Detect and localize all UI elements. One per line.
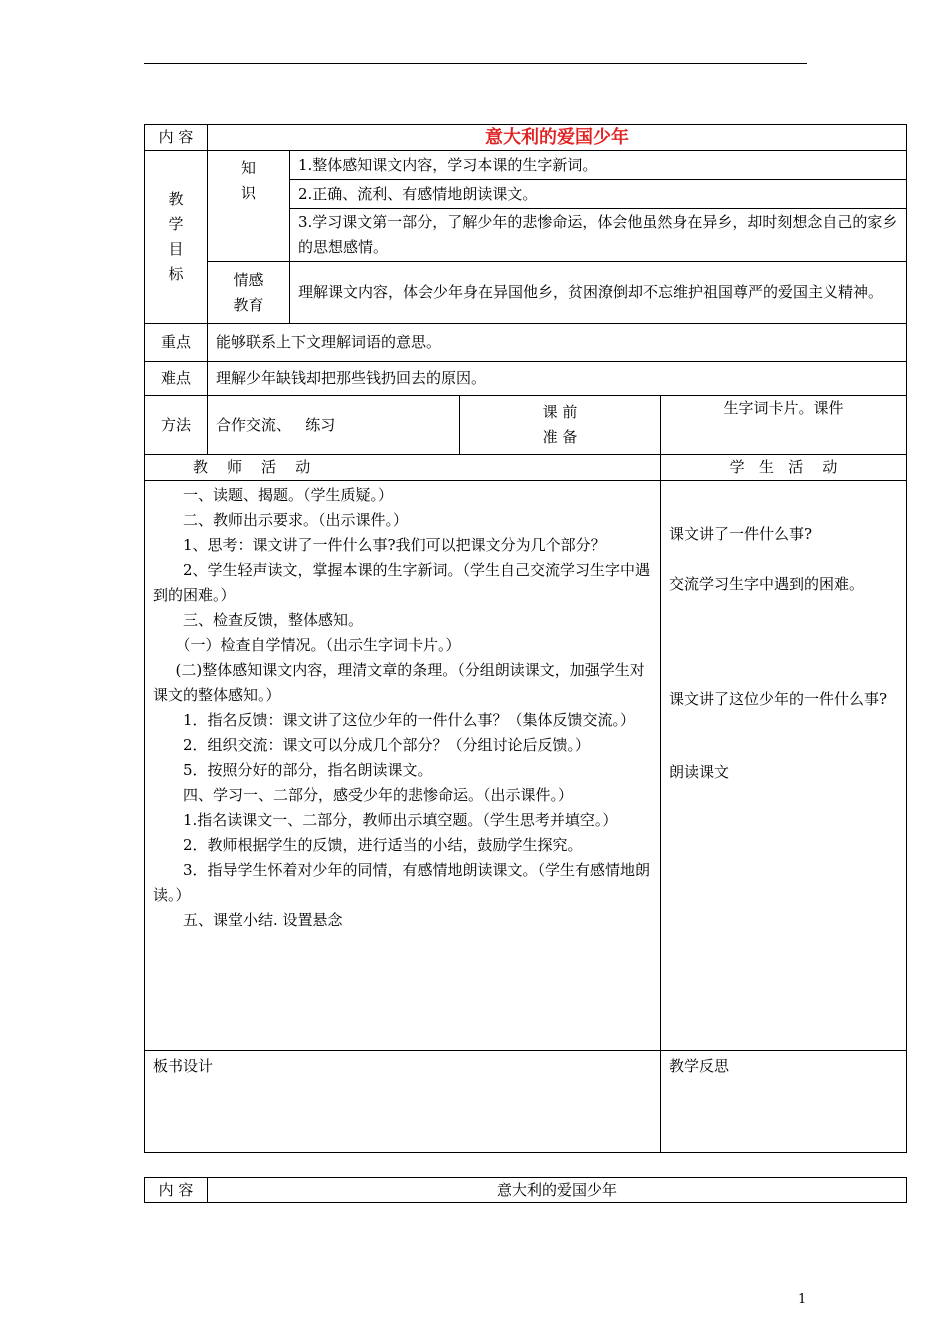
- teacher-line: （一）检查自学情况。（出示生字词卡片。）: [175, 636, 461, 654]
- student-header-text: 学 生 活 动: [729, 458, 838, 476]
- key-point-text: 能够联系上下文理解词语的意思。: [208, 324, 907, 362]
- student-line: 课文讲了一件什么事?: [669, 525, 813, 543]
- emotion-label: [208, 262, 290, 324]
- board-design: 板书设计: [145, 1051, 661, 1153]
- method-text: 合作交流、 练习: [208, 396, 460, 455]
- emotion-label-line: 情感: [233, 270, 264, 289]
- repeat-content-label: 内 容: [145, 1178, 208, 1203]
- student-activities: [661, 481, 907, 1051]
- lesson-plan-table: [144, 124, 907, 1153]
- knowledge-label-char: 知: [240, 159, 256, 177]
- knowledge-item: 3.学习课文第一部分，了解少年的悲惨命运，体会他虽然身在异乡，却时刻想念自己的家乡的思想感情。: [290, 209, 907, 262]
- teacher-line: 一、读题、揭题。（学生质疑。）: [183, 486, 394, 504]
- student-line: 朗读课文: [669, 763, 730, 781]
- knowledge-label-char: 识: [240, 184, 256, 202]
- teacher-line: 2．组织交流：课文可以分成几个部分？（分组讨论后反馈。）: [183, 736, 591, 754]
- teacher-line: 2．教师根据学生的反馈，进行适当的小结，鼓励学生探究。: [183, 836, 583, 854]
- teacher-line: 5．按照分好的部分，指名朗读课文。: [183, 761, 433, 779]
- repeat-title: 意大利的爱国少年: [208, 1178, 907, 1203]
- student-line: 交流学习生字中遇到的困难。: [669, 575, 865, 593]
- teacher-line: 三、检查反馈，整体感知。: [183, 611, 364, 629]
- key-point-label: 重点: [145, 324, 208, 362]
- knowledge-item: 1.整体感知课文内容，学习本课的生字新词。: [290, 151, 907, 180]
- difficulty-text: 理解少年缺钱却把那些钱扔回去的原因。: [208, 362, 907, 396]
- objectives-label-char: 标: [168, 265, 184, 283]
- header-rule: [144, 63, 807, 64]
- objectives-label-char: 教: [168, 190, 184, 208]
- teacher-header-text: 教 师 活 动: [193, 458, 311, 476]
- method-label: 方法: [145, 396, 208, 455]
- knowledge-item: 2.正确、流利、有感情地朗读课文。: [290, 180, 907, 209]
- teacher-line: 1、思考：课文讲了一件什么事?我们可以把课文分为几个部分？: [183, 536, 606, 554]
- content-label: 内 容: [145, 125, 208, 151]
- difficulty-label: 难点: [145, 362, 208, 396]
- prep-label: [460, 396, 661, 455]
- student-activities-header: [661, 455, 907, 481]
- prep-label-line: 准 备: [542, 428, 578, 446]
- teacher-line: 1.指名读课文一、二部分，教师出示填空题。（学生思考并填空。）: [183, 811, 618, 829]
- teacher-line: (二)整体感知课文内容，理清文章的条理。（分组朗读课文，加强学生对课文的整体感知。）: [153, 661, 645, 704]
- emotion-text: 理解课文内容，体会少年身在异国他乡，贫困潦倒却不忘维护祖国尊严的爱国主义精神。: [290, 262, 907, 324]
- knowledge-label: [208, 151, 290, 262]
- page-number: 1: [798, 1292, 807, 1307]
- teacher-line: 四、学习一、二部分，感受少年的悲惨命运。（出示课件。）: [183, 786, 574, 804]
- teaching-reflection: 教学反思: [661, 1051, 907, 1153]
- objectives-label-char: 学: [168, 215, 184, 233]
- teacher-line: 3．指导学生怀着对少年的同情，有感情地朗读课文。（学生有感情地朗读。）: [153, 861, 651, 904]
- emotion-label-line: 教育: [233, 295, 264, 314]
- objectives-label-char: 目: [168, 240, 184, 258]
- prep-label-line: 课 前: [542, 403, 578, 421]
- teacher-line: 五、课堂小结. 设置悬念: [183, 911, 343, 929]
- objectives-label: [145, 151, 208, 324]
- repeat-header-table: [144, 1177, 907, 1203]
- teacher-line: 二、教师出示要求。（出示课件。）: [183, 511, 409, 529]
- student-line: 课文讲了这位少年的一件什么事?: [669, 690, 888, 708]
- page-title: 意大利的爱国少年: [208, 125, 907, 151]
- teacher-activities-header: [145, 455, 661, 481]
- prep-text: 生字词卡片。课件: [661, 396, 907, 455]
- teacher-activities: [145, 481, 661, 1051]
- teacher-line: 2、学生轻声读文，掌握本课的生字新词。（学生自己交流学习生字中遇到的困难。）: [153, 561, 651, 604]
- teacher-line: 1．指名反馈：课文讲了这位少年的一件什么事？（集体反馈交流。）: [183, 711, 636, 729]
